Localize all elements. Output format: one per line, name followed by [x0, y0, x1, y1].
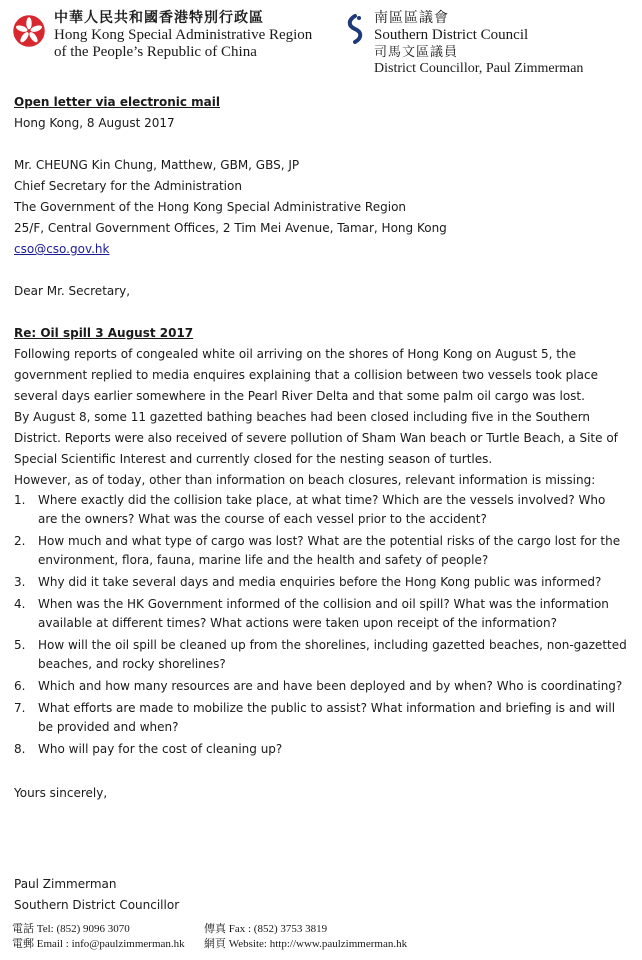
hksar-title [54, 10, 312, 61]
list-item-number: 1. [14, 493, 26, 507]
list-item [14, 573, 628, 592]
list-item-number: 8. [14, 742, 26, 756]
place-date: Hong Kong, 8 August 2017 [14, 116, 175, 130]
footer-tel: 電話 Tel: (852) 9096 3070 [12, 923, 130, 935]
list-item-number: 4. [14, 597, 26, 611]
letter-heading: Open letter via electronic mail [14, 95, 220, 109]
footer-fax: 傳真 Fax : (852) 3753 3819 [204, 923, 328, 935]
list-item [14, 740, 628, 759]
paragraph: Following reports of congealed white oil arriving on the shores of Hong Kong on August 5, the government replied to media enquires explaining that a collision between two vessels took place several days earlier somewhere in the Pearl River Delta and that some palm oil cargo was lost. [14, 347, 598, 403]
question-list [14, 491, 628, 759]
councillor-name-zh: 司馬文區議員 [374, 44, 459, 59]
recipient-name: Mr. CHEUNG Kin Chung, Matthew, GBM, GBS, JP [14, 158, 300, 172]
list-item [14, 491, 628, 529]
letter-body [14, 92, 628, 916]
footer-right-column [204, 922, 407, 952]
hksar-title-en-line2: of the People’s Republic of China [54, 44, 257, 60]
list-item-number: 7. [14, 701, 26, 715]
salutation: Dear Mr. Secretary, [14, 284, 131, 298]
letterhead [0, 0, 642, 90]
hksar-emblem-icon [12, 14, 46, 48]
list-item [14, 699, 628, 737]
list-item-text: How much and what type of cargo was lost? What are the potential risks of the cargo lost for the environment, flora, fauna, marine life and the health and safety of people? [38, 534, 621, 567]
signature-name: Paul Zimmerman [14, 877, 117, 891]
list-item-number: 2. [14, 534, 26, 548]
footer-email[interactable]: 電郵 Email : info@paulzimmerman.hk [12, 938, 185, 950]
footer-left-column [12, 922, 185, 952]
signature-space [14, 804, 628, 874]
list-item-text: What efforts are made to mobilize the public to assist? What information and briefing is and will be provided and when? [38, 701, 616, 734]
footer-website[interactable]: 網頁 Website: http://www.paulzimmerman.hk [204, 938, 408, 950]
hksar-title-zh: 中華人民共和國香港特別行政區 [54, 11, 264, 26]
recipient-organization: The Government of the Hong Kong Special Administrative Region [14, 200, 407, 214]
subject-line: Re: Oil spill 3 August 2017 [14, 326, 194, 340]
district-council-zh: 南區區議會 [374, 11, 449, 26]
list-item-text: Which and how many resources are and have been deployed and by when? Who is coordinating? [38, 679, 623, 693]
list-item-text: Where exactly did the collision take place, at what time? Which are the vessels involved? Who are the owners? What was the course of each vessel prior to the accident? [38, 493, 606, 526]
list-item-number: 5. [14, 638, 26, 652]
district-council-title [374, 10, 583, 77]
hksar-title-en-line1: Hong Kong Special Administrative Region [54, 27, 313, 43]
recipient-title: Chief Secretary for the Administration [14, 179, 242, 193]
list-item [14, 677, 628, 696]
recipient-email-link[interactable]: cso@cso.gov.hk [14, 242, 110, 256]
list-item-text: Who will pay for the cost of cleaning up? [38, 742, 283, 756]
list-item-text: How will the oil spill be cleaned up from the shorelines, including gazetted beaches, non-gazetted beaches, and rocky shorelines? [38, 638, 627, 671]
recipient-address: 25/F, Central Government Offices, 2 Tim Mei Avenue, Tamar, Hong Kong [14, 221, 447, 235]
district-council-logo-icon [344, 14, 366, 44]
councillor-name-en: District Councillor, Paul Zimmerman [374, 61, 584, 76]
list-item-number: 6. [14, 679, 26, 693]
list-item [14, 636, 628, 674]
signature-title: Southern District Councillor [14, 898, 180, 912]
paragraph: By August 8, some 11 gazetted bathing beaches had been closed including five in the Southern District. Reports were also received of severe pollution of Sham Wan beach or Turtle Beach, a Site of Special Scientific Interest and currently closed for the nesting season of turtles. [14, 410, 618, 466]
list-item-number: 3. [14, 575, 26, 589]
list-item-text: Why did it take several days and media enquiries before the Hong Kong public was informed? [38, 575, 602, 589]
list-item [14, 595, 628, 633]
closing: Yours sincerely, [14, 786, 108, 800]
district-council-en: Southern District Council [374, 27, 529, 43]
list-item [14, 532, 628, 570]
paragraph: However, as of today, other than information on beach closures, relevant information is missing: [14, 473, 596, 487]
list-item-text: When was the HK Government informed of the collision and oil spill? What was the information available at different times? What actions were taken upon receipt of the information? [38, 597, 609, 630]
